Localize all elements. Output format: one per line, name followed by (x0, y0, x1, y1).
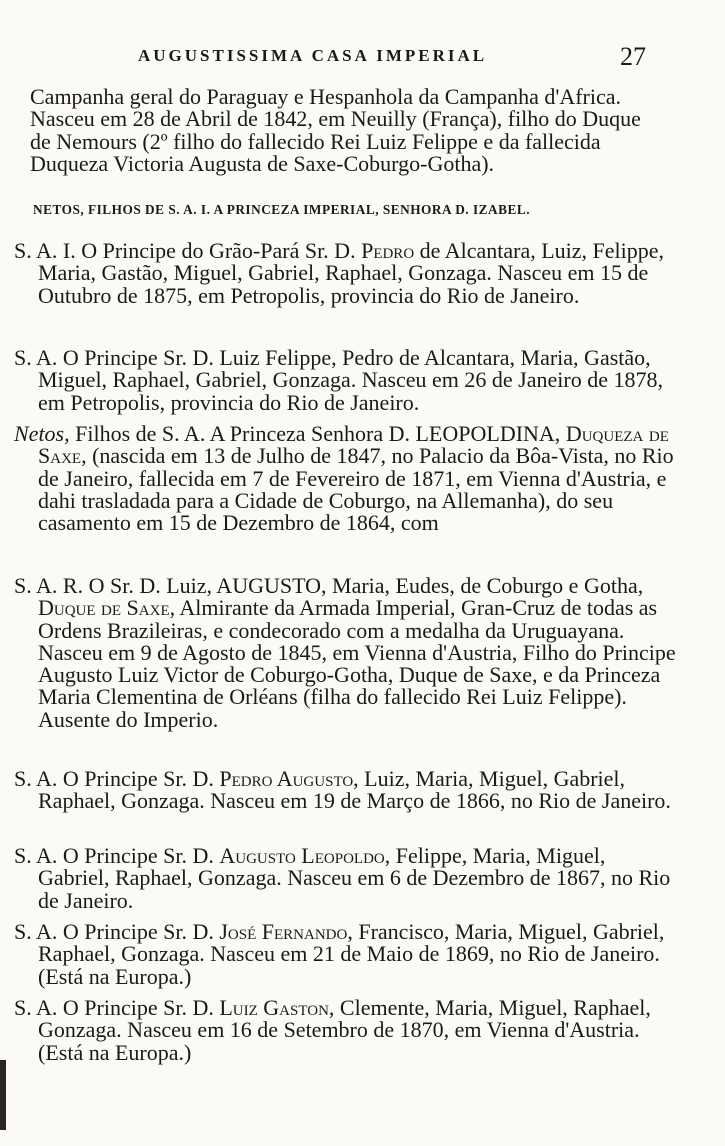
page-edge-mark (0, 1060, 6, 1130)
continuation-paragraph: Campanha geral do Paraguay e Hespanhola da Campanha d'Africa. Nasceu em 28 de Abril de 1842, em Neuilly (França), filho do Duque de Nemours (2º filho do fallecido Rei Luiz Felippe e da fallecida Duqueza Victoria Augusta de Saxe-Coburgo-Gotha). (30, 84, 641, 176)
entry-netos-leopoldina: Netos, Filhos de S. A. A Princeza Senhora D. LEOPOLDINA, Duqueza de Saxe, (nascida em 13 de Julho de 1847, no Palacio da Bôa-Vista, no Rio de Janeiro, fallecida em 7 de Fevereiro de 1871, em Vienna d'Austria, e dahi trasladada para a Cidade de Coburgo, na Allemanha), do seu casamento em 15 de Dezembro de 1864, com (14, 421, 674, 536)
entry-principe-grao-para: S. A. I. O Principe do Grão-Pará Sr. D. Pedro de Alcantara, Luiz, Felippe, Maria, Gastão, Miguel, Gabriel, Raphael, Gonzaga. Nasceu em 15 de Outubro de 1875, em Petropolis, provincia do Rio de Janeiro. (14, 238, 665, 308)
page-number: 27 (620, 42, 646, 71)
entry-luiz-felippe: S. A. O Principe Sr. D. Luiz Felippe, Pedro de Alcantara, Maria, Gastão, Miguel, Raphael, Gabriel, Gonzaga. Nasceu em 26 de Janeiro de 1878, em Petropolis, provincia do Rio de Janeiro. (14, 345, 663, 415)
running-title: AUGUSTISSIMA CASA IMPERIAL (138, 46, 488, 65)
page-header (0, 42, 725, 72)
entry-luiz-gaston: S. A. O Principe Sr. D. Luiz Gaston, Clemente, Maria, Miguel, Raphael, Gonzaga. Nasceu em 16 de Setembro de 1870, em Vienna d'Austria. (Está na Europa.) (14, 995, 651, 1065)
section-subheading: NETOS, FILHOS DE S. A. I. A PRINCEZA IMPERIAL, SENHORA D. IZABEL. (33, 202, 531, 217)
entry-pedro-augusto: S. A. O Principe Sr. D. Pedro Augusto, Luiz, Maria, Miguel, Gabriel, Raphael, Gonzaga. Nasceu em 19 de Março de 1866, no Rio de Janeiro. (14, 766, 671, 814)
entry-augusto-leopoldo: S. A. O Principe Sr. D. Augusto Leopoldo, Felippe, Maria, Miguel, Gabriel, Raphael, Gonzaga. Nasceu em 6 de Dezembro de 1867, no Rio de Janeiro. (14, 843, 671, 913)
entry-duque-de-saxe: S. A. R. O Sr. D. Luiz, AUGUSTO, Maria, Eudes, de Coburgo e Gotha, Duque de Saxe, Almirante da Armada Imperial, Gran-Cruz de todas as Ordens Brazileiras, e condecorado com a medalha da Uruguayana. Nasceu em 9 de Agosto de 1845, em Vienna d'Austria, Filho do Principe Augusto Luiz Victor de Coburgo-Gotha, Duque de Saxe, e da Princeza Maria Clementina de Orléans (filha do fallecido Rei Luiz Felippe). Ausente do Imperio. (14, 573, 676, 732)
entry-jose-fernando: S. A. O Principe Sr. D. José Fernando, Francisco, Maria, Miguel, Gabriel, Raphael, Gonzaga. Nasceu em 21 de Maio de 1869, no Rio de Janeiro. (Está na Europa.) (14, 919, 665, 989)
